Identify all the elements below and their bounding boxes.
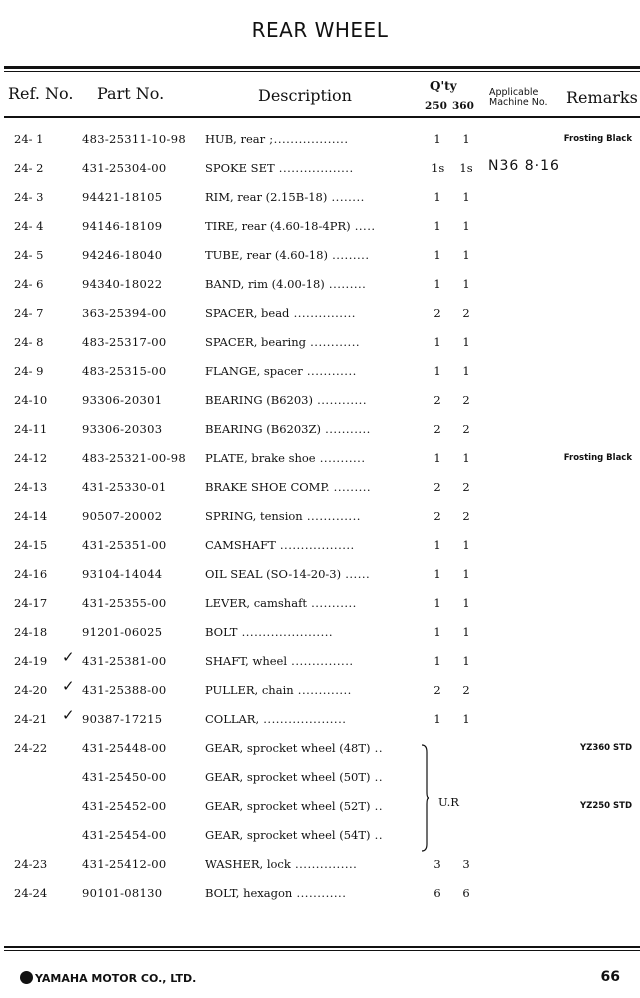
part-no: 431-25448-00 bbox=[82, 741, 167, 755]
description bbox=[205, 509, 361, 523]
ref-no: 24- 5 bbox=[14, 248, 44, 262]
part-no: 483-25321-00-98 bbox=[82, 451, 186, 465]
leader-dots: ............ bbox=[306, 335, 361, 349]
description bbox=[205, 480, 371, 494]
part-no: 94340-18022 bbox=[82, 277, 163, 291]
part-no: 90387-17215 bbox=[82, 712, 163, 726]
description bbox=[205, 886, 346, 900]
leader-dots: ...................... bbox=[237, 625, 334, 639]
table-row bbox=[0, 559, 640, 588]
leader-dots: ......... bbox=[329, 480, 372, 494]
leader-dots: ............... bbox=[287, 654, 354, 668]
description-text: SPACER, bead bbox=[205, 306, 290, 320]
ref-no: 24-10 bbox=[14, 393, 48, 407]
qty-250: 2 bbox=[433, 306, 441, 320]
part-no: 90101-08130 bbox=[82, 886, 163, 900]
qty-250: 6 bbox=[433, 886, 441, 900]
qty-360: 2 bbox=[462, 393, 470, 407]
leader-dots: ............. bbox=[302, 509, 361, 523]
leader-dots: .. bbox=[370, 741, 383, 755]
part-no: 431-25388-00 bbox=[82, 683, 167, 697]
part-no: 431-25381-00 bbox=[82, 654, 167, 668]
description bbox=[205, 596, 357, 610]
qty-250: 1 bbox=[433, 567, 441, 581]
qty-360: 1 bbox=[462, 248, 470, 262]
part-no: 431-25355-00 bbox=[82, 596, 167, 610]
description bbox=[205, 712, 346, 726]
description-text: BOLT bbox=[205, 625, 238, 639]
qty-250: 2 bbox=[433, 683, 441, 697]
qty-360: 1 bbox=[462, 654, 470, 668]
part-no: 483-25317-00 bbox=[82, 335, 167, 349]
description-text: BAND, rim (4.00-18) bbox=[205, 277, 325, 291]
table-row bbox=[0, 733, 640, 762]
remarks: YZ360 STD bbox=[580, 743, 632, 753]
qty-360: 1s bbox=[459, 161, 473, 175]
header-top-rule-thin bbox=[4, 71, 640, 72]
qty-360: 1 bbox=[462, 625, 470, 639]
qty-360: 2 bbox=[462, 480, 470, 494]
leader-dots: ............... bbox=[289, 306, 356, 320]
part-no: 93306-20303 bbox=[82, 422, 163, 436]
table-row bbox=[0, 327, 640, 356]
qty-250: 1s bbox=[431, 161, 445, 175]
qty-360: 1 bbox=[462, 451, 470, 465]
description-text: WASHER, lock bbox=[205, 857, 291, 871]
ref-no: 24- 1 bbox=[14, 132, 44, 146]
qty-250: 1 bbox=[433, 654, 441, 668]
header-top-rule bbox=[4, 66, 640, 69]
part-no: 431-25304-00 bbox=[82, 161, 167, 175]
ref-no: 24- 2 bbox=[14, 161, 44, 175]
leader-dots: ............. bbox=[293, 683, 352, 697]
description bbox=[205, 335, 360, 349]
leader-dots: .................... bbox=[259, 712, 347, 726]
ref-no: 24-12 bbox=[14, 451, 48, 465]
description bbox=[205, 190, 365, 204]
description bbox=[205, 683, 352, 697]
footer-rule-thin bbox=[4, 950, 640, 951]
leader-dots: .. bbox=[370, 799, 383, 813]
table-row bbox=[0, 182, 640, 211]
qty-360: 6 bbox=[462, 886, 470, 900]
leader-dots: ........ bbox=[327, 190, 365, 204]
description-text: COLLAR, bbox=[205, 712, 260, 726]
table-row bbox=[0, 298, 640, 327]
header-part-no: Part No. bbox=[97, 84, 165, 103]
leader-dots: ............ bbox=[302, 364, 357, 378]
ref-no: 24-23 bbox=[14, 857, 48, 871]
footer-rule bbox=[4, 946, 640, 948]
qty-250: 2 bbox=[433, 393, 441, 407]
table-row bbox=[0, 791, 640, 820]
qty-250: 1 bbox=[433, 538, 441, 552]
ref-no: 24-15 bbox=[14, 538, 48, 552]
description bbox=[205, 393, 367, 407]
remarks: Frosting Black bbox=[563, 453, 632, 463]
ref-no: 24-11 bbox=[14, 422, 48, 436]
leader-dots: ........... bbox=[306, 596, 357, 610]
ref-no: 24- 8 bbox=[14, 335, 44, 349]
description-text: SHAFT, wheel bbox=[205, 654, 288, 668]
description-text: LEVER, camshaft bbox=[205, 596, 307, 610]
description bbox=[205, 770, 383, 784]
part-no: 91201-06025 bbox=[82, 625, 163, 639]
leader-dots: ..... bbox=[350, 219, 376, 233]
description bbox=[205, 277, 366, 291]
bracket-brace bbox=[421, 744, 429, 852]
qty-360: 1 bbox=[462, 190, 470, 204]
table-row bbox=[0, 211, 640, 240]
qty-250: 2 bbox=[433, 422, 441, 436]
part-no: 431-25452-00 bbox=[82, 799, 167, 813]
qty-360: 2 bbox=[462, 509, 470, 523]
qty-360: 3 bbox=[462, 857, 470, 871]
ref-no: 24- 4 bbox=[14, 219, 44, 233]
ref-no: 24-18 bbox=[14, 625, 48, 639]
qty-360: 1 bbox=[462, 335, 470, 349]
description bbox=[205, 654, 354, 668]
remarks: YZ250 STD bbox=[580, 801, 632, 811]
qty-360: 1 bbox=[462, 364, 470, 378]
ref-no: 24- 7 bbox=[14, 306, 44, 320]
description bbox=[205, 306, 356, 320]
leader-dots: .. bbox=[370, 770, 383, 784]
description bbox=[205, 422, 371, 436]
qty-250: 1 bbox=[433, 335, 441, 349]
part-no: 94246-18040 bbox=[82, 248, 163, 262]
qty-360: 1 bbox=[462, 219, 470, 233]
table-row bbox=[0, 443, 640, 472]
qty-360: 1 bbox=[462, 567, 470, 581]
description-text: BEARING (B6203) bbox=[205, 393, 313, 407]
leader-dots: ........... bbox=[320, 422, 371, 436]
leader-dots: .. bbox=[370, 828, 383, 842]
part-no: 94421-18105 bbox=[82, 190, 163, 204]
description-text: TIRE, rear (4.60-18-4PR) bbox=[205, 219, 351, 233]
description-text: GEAR, sprocket wheel (52T) bbox=[205, 799, 371, 813]
table-row bbox=[0, 501, 640, 530]
qty-360: 1 bbox=[462, 596, 470, 610]
header-ref-no: Ref. No. bbox=[8, 84, 74, 103]
qty-250: 3 bbox=[433, 857, 441, 871]
table-row bbox=[0, 269, 640, 298]
remarks: Frosting Black bbox=[563, 134, 632, 144]
description bbox=[205, 567, 370, 581]
description-text: GEAR, sprocket wheel (54T) bbox=[205, 828, 371, 842]
qty-360: 1 bbox=[462, 132, 470, 146]
description bbox=[205, 828, 383, 842]
description-text: GEAR, sprocket wheel (48T) bbox=[205, 741, 371, 755]
description bbox=[205, 625, 333, 639]
qty-360: 2 bbox=[462, 683, 470, 697]
description-text: PLATE, brake shoe bbox=[205, 451, 316, 465]
description-text: BOLT, hexagon bbox=[205, 886, 293, 900]
table-row bbox=[0, 472, 640, 501]
header-qty: Q'ty bbox=[430, 79, 457, 93]
ref-no: 24-20 bbox=[14, 683, 48, 697]
leader-dots: .................. bbox=[275, 538, 355, 552]
header-qty-360: 360 bbox=[452, 100, 474, 112]
table-row bbox=[0, 414, 640, 443]
table-row bbox=[0, 530, 640, 559]
check-mark: ✓ bbox=[62, 677, 75, 695]
part-no: 483-25315-00 bbox=[82, 364, 167, 378]
table-row bbox=[0, 124, 640, 153]
header-machine-no: Machine No. bbox=[489, 97, 548, 108]
page-title: REAR WHEEL bbox=[251, 18, 389, 42]
ref-no: 24-13 bbox=[14, 480, 48, 494]
table-row bbox=[0, 588, 640, 617]
qty-250: 1 bbox=[433, 248, 441, 262]
part-no: 93306-20301 bbox=[82, 393, 163, 407]
description-text: RIM, rear (2.15B-18) bbox=[205, 190, 328, 204]
part-no: 94146-18109 bbox=[82, 219, 163, 233]
leader-dots: ............ bbox=[292, 886, 347, 900]
description bbox=[205, 538, 355, 552]
table-row bbox=[0, 356, 640, 385]
part-no: 93104-14044 bbox=[82, 567, 163, 581]
description-text: SPRING, tension bbox=[205, 509, 303, 523]
leader-dots: ...... bbox=[341, 567, 371, 581]
description-text: HUB, rear bbox=[205, 132, 266, 146]
ref-no: 24-21 bbox=[14, 712, 48, 726]
description bbox=[205, 741, 383, 755]
table-row bbox=[0, 820, 640, 849]
description-text: FLANGE, spacer bbox=[205, 364, 303, 378]
table-row bbox=[0, 385, 640, 414]
description-text: CAMSHAFT bbox=[205, 538, 276, 552]
part-no: 483-25311-10-98 bbox=[82, 132, 186, 146]
header-applicable: Applicable bbox=[489, 87, 539, 98]
qty-360: 1 bbox=[462, 712, 470, 726]
company-logo bbox=[20, 971, 196, 985]
leader-dots: ......... bbox=[327, 248, 370, 262]
leader-dots: ........... bbox=[315, 451, 366, 465]
table-row bbox=[0, 617, 640, 646]
description-text: BEARING (B6203Z) bbox=[205, 422, 321, 436]
qty-250: 1 bbox=[433, 132, 441, 146]
part-no: 431-25412-00 bbox=[82, 857, 167, 871]
description bbox=[205, 248, 370, 262]
qty-360: 2 bbox=[462, 306, 470, 320]
ref-no: 24- 9 bbox=[14, 364, 44, 378]
qty-250: 1 bbox=[433, 625, 441, 639]
table-row bbox=[0, 646, 640, 675]
description-text: BRAKE SHOE COMP. bbox=[205, 480, 330, 494]
description-text: SPACER, bearing bbox=[205, 335, 306, 349]
header-qty-250: 250 bbox=[425, 100, 447, 112]
part-no: 431-25450-00 bbox=[82, 770, 167, 784]
header-description: Description bbox=[258, 86, 352, 105]
ref-no: 24-17 bbox=[14, 596, 48, 610]
table-row bbox=[0, 675, 640, 704]
leader-dots: .................. bbox=[274, 161, 354, 175]
qty-250: 2 bbox=[433, 509, 441, 523]
check-mark: ✓ bbox=[62, 706, 75, 724]
qty-250: 1 bbox=[433, 364, 441, 378]
qty-360: 1 bbox=[462, 277, 470, 291]
ref-no: 24-19 bbox=[14, 654, 48, 668]
qty-250: 1 bbox=[433, 219, 441, 233]
table-row bbox=[0, 240, 640, 269]
description bbox=[205, 132, 348, 146]
ref-no: 24- 3 bbox=[14, 190, 44, 204]
leader-dots: ......... bbox=[324, 277, 367, 291]
ref-no: 24-14 bbox=[14, 509, 48, 523]
check-mark: ✓ bbox=[62, 648, 75, 666]
qty-250: 1 bbox=[433, 190, 441, 204]
table-row bbox=[0, 704, 640, 733]
part-no: 431-25454-00 bbox=[82, 828, 167, 842]
description bbox=[205, 451, 365, 465]
qty-250: 1 bbox=[433, 277, 441, 291]
description-text: PULLER, chain bbox=[205, 683, 294, 697]
ref-no: 24-16 bbox=[14, 567, 48, 581]
qty-250: 1 bbox=[433, 712, 441, 726]
ur-label: U.R bbox=[438, 795, 459, 809]
part-no: 431-25351-00 bbox=[82, 538, 167, 552]
leader-dots: ............ bbox=[312, 393, 367, 407]
yamaha-emblem-icon bbox=[20, 971, 33, 984]
leader-dots: ............... bbox=[290, 857, 358, 871]
handwritten-note: N36 8·16 bbox=[488, 158, 560, 174]
ref-no: 24- 6 bbox=[14, 277, 44, 291]
description bbox=[205, 219, 376, 233]
header-remarks: Remarks bbox=[566, 88, 638, 107]
leader-dots: ;.................. bbox=[265, 132, 349, 146]
part-no: 90507-20002 bbox=[82, 509, 163, 523]
ref-no: 24-24 bbox=[14, 886, 48, 900]
part-no: 363-25394-00 bbox=[82, 306, 167, 320]
qty-360: 1 bbox=[462, 538, 470, 552]
description-text: SPOKE SET bbox=[205, 161, 275, 175]
description bbox=[205, 364, 357, 378]
qty-360: 2 bbox=[462, 422, 470, 436]
description bbox=[205, 161, 354, 175]
description-text: GEAR, sprocket wheel (50T) bbox=[205, 770, 371, 784]
ref-no: 24-22 bbox=[14, 741, 48, 755]
description-text: OIL SEAL (SO-14-20-3) bbox=[205, 567, 342, 581]
qty-250: 1 bbox=[433, 596, 441, 610]
header-bottom-rule bbox=[4, 116, 640, 118]
table-row bbox=[0, 849, 640, 878]
description bbox=[205, 857, 357, 871]
description bbox=[205, 799, 383, 813]
description-text: TUBE, rear (4.60-18) bbox=[205, 248, 328, 262]
table-row bbox=[0, 878, 640, 907]
qty-250: 2 bbox=[433, 480, 441, 494]
qty-250: 1 bbox=[433, 451, 441, 465]
company-name: YAMAHA MOTOR CO., LTD. bbox=[35, 972, 197, 985]
part-no: 431-25330-01 bbox=[82, 480, 167, 494]
page-number: 66 bbox=[600, 969, 620, 985]
table-row bbox=[0, 762, 640, 791]
